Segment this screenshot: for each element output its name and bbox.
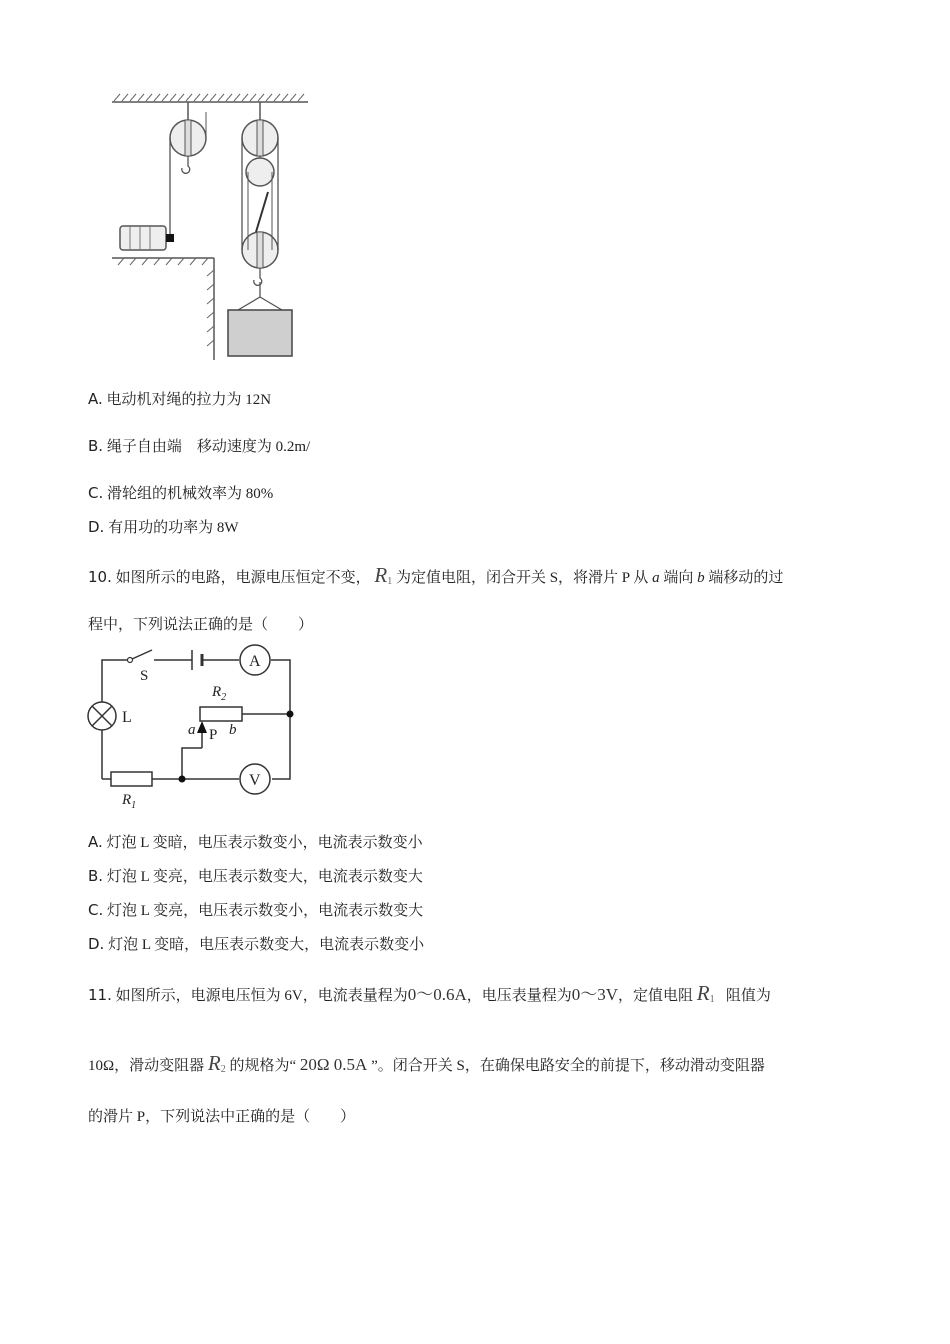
q9-option-b xyxy=(88,436,310,457)
stem-text: 的规格为 xyxy=(229,1058,290,1074)
option-label: C. xyxy=(88,901,104,919)
q11-stem-line2 xyxy=(88,1048,765,1085)
slider-p-label: P xyxy=(209,727,218,743)
stem-text: ，定值电阻 xyxy=(618,988,694,1004)
resistor-r1 xyxy=(111,772,152,786)
voltmeter-label: V xyxy=(249,772,261,789)
switch-label: S xyxy=(140,668,149,684)
option-label: A. xyxy=(88,833,103,851)
q10-stem-line2: 程中，下列说法正确的是（ ） xyxy=(88,617,314,633)
endpoint-a: a xyxy=(652,570,660,586)
question-number: 11. xyxy=(88,986,112,1004)
q11-stem-line1 xyxy=(88,978,771,1015)
circuit-figure xyxy=(84,644,304,818)
quote-close: ” xyxy=(371,1058,378,1074)
q9-option-a xyxy=(88,389,271,410)
q11-stem-line3: 的滑片 P，下列说法中正确的是（ ） xyxy=(88,1109,356,1125)
q10-stem-line1 xyxy=(88,560,783,597)
r1-label: $R_1$ xyxy=(122,792,137,811)
r1-symbol: $R_1$ xyxy=(696,981,715,1005)
option-text: 滑轮组的机械效率为 80% xyxy=(107,486,274,502)
q9-option-c xyxy=(88,483,273,504)
option-label: B. xyxy=(88,437,104,455)
stem-text: 为定值电阻，闭合开关 S，将滑片 P 从 xyxy=(395,570,649,586)
option-text: 灯泡 L 变暗，电压表示数变小，电流表示数变小 xyxy=(106,835,423,851)
endpoint-b-label: b xyxy=(229,722,237,738)
endpoint-b: b xyxy=(697,570,705,586)
stem-text: ，电压表量程为 xyxy=(466,988,572,1004)
stem-text: 如图所示的电路，电源电压恒定不变， xyxy=(115,570,371,586)
q10-option-a xyxy=(88,832,423,853)
option-text: 有用功的功率为 8W xyxy=(108,520,239,536)
voltmeter-range: 0～3V xyxy=(571,985,619,1004)
rheostat-spec: 20Ω 0.5A xyxy=(299,1055,368,1074)
rheostat-r2 xyxy=(200,707,242,721)
option-label: D. xyxy=(88,518,105,536)
endpoint-a-label: a xyxy=(188,722,196,738)
stem-text: 10Ω，滑动变阻器 xyxy=(88,1058,205,1074)
option-label: D. xyxy=(88,935,105,953)
stem-text: 阻值为 xyxy=(725,988,771,1004)
quote-open: “ xyxy=(289,1058,297,1074)
ammeter-label: A xyxy=(249,653,261,670)
stem-text: 。闭合开关 S，在确保电路安全的前提下，移动滑动变阻器 xyxy=(377,1058,765,1074)
r2-symbol: $R_2$ xyxy=(207,1051,226,1075)
lamp-label: L xyxy=(122,709,132,726)
q10-option-d xyxy=(88,934,424,955)
option-text: 电动机对绳的拉力为 12N xyxy=(106,392,272,408)
q10-option-b xyxy=(88,866,423,887)
q10-option-c xyxy=(88,900,423,921)
option-text: 灯泡 L 变亮，电压表示数变大，电流表示数变大 xyxy=(106,869,423,885)
option-label: C. xyxy=(88,484,104,502)
pulley-figure xyxy=(108,92,313,364)
ammeter-range: 0～0.6A xyxy=(407,985,467,1004)
option-label: A. xyxy=(88,390,103,408)
stem-text: 端移动的过 xyxy=(708,570,784,586)
option-text: 灯泡 L 变亮，电压表示数变小，电流表示数变大 xyxy=(107,903,424,919)
r2-label: $R_2$ xyxy=(212,684,227,703)
option-text: 灯泡 L 变暗，电压表示数变大，电流表示数变小 xyxy=(108,937,425,953)
stem-text: 端向 xyxy=(663,570,694,586)
stem-text: 如图所示，电源电压恒为 6V，电流表量程为 xyxy=(115,988,408,1004)
question-number: 10. xyxy=(88,568,112,586)
r1-symbol: $R_1$ xyxy=(374,563,393,587)
option-text: 绳子自由端 移动速度为 0.2m/ xyxy=(106,439,311,455)
q9-option-d xyxy=(88,517,239,538)
option-label: B. xyxy=(88,867,104,885)
